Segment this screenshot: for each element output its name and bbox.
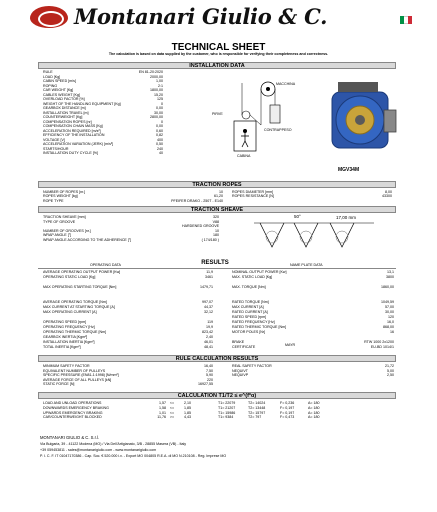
row-label: MAX. STATIC LOAD [Kg]	[232, 275, 273, 279]
cell-ratio: 11,76	[157, 415, 166, 420]
row-label: MAX OPERATING STARTING TORQUE [Nm]	[43, 285, 117, 289]
row-value: 3461	[205, 275, 213, 279]
sheave-table	[43, 215, 223, 245]
groove-profile-diagram	[250, 213, 390, 253]
row-label: RATED TORQUE [Nm]	[232, 300, 269, 304]
results-col-operating: OPERATING DATA	[90, 263, 121, 267]
row-value: 21,72	[385, 364, 394, 368]
row-value: 0,82	[156, 133, 163, 137]
row-label: CAR WEIGHT [Kg]	[43, 88, 74, 92]
row-label: VOLTAGE [V]	[43, 137, 65, 142]
row-value: 1479,71	[200, 285, 213, 289]
row-value: 16927,55	[198, 382, 213, 387]
row-label: OPERATING THERMIC TORQUE [Nm]	[43, 330, 107, 334]
row-label: ROPES WEIGHT [kg]	[43, 194, 78, 199]
pulley-label: PIRVE	[212, 112, 223, 116]
row-value: 16,0	[387, 320, 394, 324]
cell-label: UPWARDS EMERGENCY BRAKING	[43, 410, 103, 415]
company-name: Montanari Giulio & C.	[74, 4, 328, 29]
cell-cmp: >=	[169, 415, 175, 420]
cell-lim: 1,85	[184, 410, 191, 415]
row-value: 44,37	[204, 305, 213, 309]
row-value: PFEIFER DRAKO - 250T - E140	[171, 198, 223, 203]
cell-t2: T2= 797	[248, 415, 262, 420]
cell-label: DOWNWARDS EMERGENCY BRAKING	[43, 405, 109, 410]
traction-sheave-heading: TRACTION SHEAVE	[38, 206, 396, 213]
installation-heading: INSTALLATION DATA	[38, 62, 396, 69]
row-label: WEIGHT OF THE HANDLING EQUIPMENT [Kg]	[43, 101, 121, 106]
row-value: 30,00	[154, 110, 163, 115]
row-value: 13,1	[387, 270, 394, 274]
cell-t1: T1= 22079	[218, 401, 236, 405]
cell-ratio: 1,57	[159, 401, 166, 405]
cell-cmp: <=	[169, 401, 175, 405]
footer-company: MONTANARI GIULIO & C. S.r.l.	[40, 435, 100, 440]
row-label: AVERAGE OPERATING OUTPUT POWER [Kw]	[43, 270, 121, 274]
row-value: 1,00	[156, 79, 163, 83]
row-label: NEQUIVP	[232, 373, 249, 378]
row-value: 400	[157, 137, 163, 142]
row-label: TYPE OF GROOVE	[43, 219, 76, 224]
row-value: 119	[207, 320, 213, 324]
row-label: RATED FREQUENCY [Hz]	[232, 320, 275, 324]
cell-cmp: <=	[169, 405, 175, 410]
car-pulley-icon	[242, 111, 250, 119]
row-label: EFFICIENCY OF THE INSTALLATION	[43, 133, 105, 137]
row-label: MAX. TORQUE [Nm]	[232, 285, 266, 289]
row-label: NUMBER OF GROOVES [nr.]	[43, 228, 91, 233]
row-value: 46,01	[204, 340, 213, 344]
row-label: MINIMUM SAFETY FACTOR	[43, 364, 90, 368]
row-value: 0	[161, 119, 163, 124]
cabin-label: CABINA	[237, 154, 251, 158]
row-value: ( 174/180 )	[201, 238, 219, 242]
row-value: 0,50	[156, 142, 163, 146]
company-logo	[30, 4, 410, 32]
results-heading: RESULTS	[201, 260, 229, 266]
rule-left-table	[43, 364, 213, 388]
row-value: 61,20	[214, 194, 223, 199]
groove-angle-label: 50°	[294, 214, 301, 219]
row-value: 2:1	[158, 83, 163, 88]
row-label: BRAKE	[232, 340, 245, 344]
cell-cmp: <=	[169, 410, 175, 415]
roping-diagram	[190, 75, 310, 175]
ropes-right-table	[232, 190, 392, 200]
rule-calc-heading: RULE CALCULATION RESULTS	[38, 355, 396, 362]
machine-label: MACCHINA	[276, 82, 296, 86]
cell-t1: T1= 21207	[218, 405, 236, 410]
row-label: OVERLOAD FACTOR [%]	[43, 97, 85, 101]
row-label: WRAP ANGLE [°]	[43, 233, 72, 238]
row-label: TRACTION SHEAVE [mm]	[43, 215, 86, 219]
footer-legal: P. I. C. F. IT 01047170386 - Cap. Soc. € 520.000 i.v. - Export MO 004805 R.E.A. di MO N.210108 - Reg. Imprese MO	[40, 454, 227, 458]
row-label: OPERATING SPEED [rpm]	[43, 320, 87, 324]
row-label: AVERAGE OPERATING TORQUE [Nm]	[43, 300, 107, 304]
row-label: CABIN SPEED [m/s]	[43, 79, 76, 83]
cell-f: F= 0,197	[280, 410, 295, 415]
row-value: 180	[213, 233, 219, 238]
row-label: INSTALLATION TRAVEL [m]	[43, 110, 89, 115]
row-value: HARDENED GROOVE	[182, 224, 219, 229]
row-label: MOTOR POLES [Nr]	[232, 330, 266, 334]
cell-a: A= 180	[308, 401, 320, 405]
row-value: 5,00	[387, 368, 394, 373]
row-label: NUMBER OF ROPES [nr.]	[43, 190, 86, 194]
row-label: ROPE TYPE	[43, 198, 64, 203]
row-value: 16	[390, 330, 394, 334]
row-value: 240	[157, 146, 163, 151]
row-value: 32,12	[204, 310, 213, 314]
counterweight-icon	[270, 105, 280, 123]
row-label: MAX OPERATING CURRENT [A]	[43, 310, 97, 314]
cell-f: F= 0,236	[280, 401, 295, 405]
row-label: NEQUIVT	[232, 368, 248, 373]
row-label: CERTIFICATE	[232, 345, 256, 349]
row-value: 43300	[382, 194, 392, 199]
row-label: COMPENSATION CHAIN MASS [Kg]	[43, 124, 103, 128]
row-label: OPERATING FREQUENCY [Hz]	[43, 325, 95, 329]
row-label: LOAD [Kg]	[43, 74, 61, 79]
row-value: 40	[159, 151, 163, 155]
row-label: AVERAGE FORCE OF ALL PULLEYS [kN]	[43, 377, 112, 382]
row-label: ACCELERATION REQUIRED [m/s²]	[43, 128, 101, 133]
cell-label: CAR/COUNTERWEIGHT BLOCKED	[43, 415, 102, 420]
results-left-table	[43, 270, 213, 352]
logo-emblem-icon	[30, 6, 68, 28]
row-value: 125	[157, 97, 163, 101]
row-value: 48,41	[204, 345, 213, 349]
cell-lim: 4,43	[184, 415, 191, 420]
results-right-table	[232, 270, 394, 352]
row-value: 0,00	[156, 106, 163, 110]
row-value: 57,00	[385, 305, 394, 309]
footer	[40, 435, 398, 475]
italian-flag-icon	[400, 16, 412, 24]
footer-contacts: +39 059453811 - sales@montanarigiulio.com - www.montanarigiulio.com	[40, 448, 157, 452]
row-value: 11,9	[206, 270, 213, 274]
row-value: 2800,00	[150, 115, 163, 119]
row-label: MAX CURRENT AT STARTING TORQUE [A]	[43, 305, 115, 309]
row-label: STARTS/HOUR	[43, 146, 69, 151]
row-label: INSTALLATION INERTIA [Kgm²]	[43, 340, 95, 344]
row-label: OPERATING STATIC LOAD [Kg]	[43, 275, 96, 279]
row-label: ROPES RESISTANCE [N]	[232, 194, 274, 199]
row-value: 8,00	[385, 190, 392, 194]
cell-t2: T2= 14024	[248, 401, 266, 405]
row-value: 2,50	[387, 373, 394, 378]
row-value: 997,07	[202, 300, 213, 304]
cell-t1: T1= 15986	[218, 410, 236, 415]
cell-t2: T2= 15797	[248, 410, 266, 415]
row-value: 0,00	[156, 124, 163, 128]
row-label: COMPENSATION ROPES [nr]	[43, 119, 92, 124]
row-value: 823,42	[202, 330, 213, 334]
row-value: 3800	[386, 275, 394, 279]
row-label: RULE	[43, 70, 53, 74]
results-divider	[38, 268, 396, 269]
counterweight-label: CONTRAPPESO	[264, 128, 292, 132]
row-value: 0,60	[156, 128, 163, 133]
row-label: EQUIVALENT NUMBER OF PULLEYS	[43, 368, 106, 373]
row-label: INSTALLATION DUTY CYCLE [%]	[43, 151, 98, 155]
row-value: 19,9	[206, 325, 213, 329]
row-label: WRAP ANGLE ACCORDING TO THE ADHERENCE [°]	[43, 238, 132, 242]
footer-address: Via Bulgaria, 39 - 41122 Modena (MO) / Via Dell'Artigianato, 3/B - 28855 Masera (VB) - Italy	[40, 442, 187, 446]
cell-t2: T2= 13448	[248, 405, 266, 410]
row-value: 15,20	[154, 92, 163, 97]
row-value: 1049,59	[381, 300, 394, 304]
row-label: REAL SAFETY FACTOR	[232, 364, 272, 368]
page-subtitle: The calculation is based on data supplied by the customer, who is responsible for verifying their completeness and correctness.	[108, 52, 329, 56]
results-col-nameplate: NAME PLATE DATA	[290, 263, 323, 267]
row-value: 5,90	[206, 373, 213, 378]
cell-label: LOAD AND UNLOAD OPERATIONS	[43, 401, 102, 405]
row-value: 1800,00	[150, 88, 163, 92]
brake-maker: MAYR	[285, 342, 296, 347]
row-value: 10	[215, 228, 219, 233]
cell-lim: 2,10	[184, 401, 191, 405]
cell-f: F= 0,197	[280, 405, 295, 410]
row-value: 30,00	[385, 310, 394, 314]
row-value: 320	[213, 215, 219, 219]
row-label: GEARBOX INERTIA [Kgm²]	[43, 335, 88, 339]
row-value: 220	[207, 377, 213, 382]
row-value: 2000,00	[150, 74, 163, 79]
row-label: RATED SPEED [rpm]	[232, 315, 267, 319]
row-label: STATIC FORCE [N]	[43, 382, 75, 387]
cell-t1: T1= 9384	[218, 415, 234, 420]
cell-lim: 1,85	[184, 405, 191, 410]
cell-ratio: 1,58	[159, 405, 166, 410]
row-value: 868,00	[383, 325, 394, 329]
t1t2-table	[43, 401, 383, 421]
ropes-left-table	[43, 190, 223, 204]
row-label: GEARBOX DISTANCE [m]	[43, 106, 86, 110]
rule-right-table	[232, 364, 394, 378]
row-label: COUNTERWEIGHT [Kg]	[43, 115, 83, 119]
cell-ratio: 1,01	[159, 410, 166, 415]
row-value: 16,40	[204, 364, 213, 368]
row-value: 7,50	[206, 368, 213, 373]
motor-model: MGV34M	[338, 167, 360, 173]
row-label: CABLES WEIGHT [Kg]	[43, 92, 80, 97]
row-label: SPECIFIC PRESSURE (EN81-1:1998) [N/mm²]	[43, 373, 119, 378]
row-value: 0	[161, 101, 163, 106]
cell-a: A= 180	[308, 410, 320, 415]
page-title: TECHNICAL SHEET	[171, 42, 266, 53]
row-value: 120	[388, 315, 394, 319]
row-label: NOMINAL OUTPUT POWER [Kw]	[232, 270, 287, 274]
groove-size-label: 17,00 mm	[336, 215, 357, 220]
cell-f: F= 0,473	[280, 415, 295, 420]
cell-a: A= 180	[308, 415, 320, 420]
row-value: EN 81-20:2020	[138, 70, 163, 74]
row-value: 10	[219, 190, 223, 194]
row-label: ACCELERATION VARIATION (JERK) [m/s³]	[43, 142, 114, 146]
row-value: RTW 1000 2x1200	[364, 340, 394, 344]
t1t2-heading: CALCULATION T1/T2 ≤ e^(f*α)	[38, 392, 396, 399]
row-label: ROPING	[43, 83, 58, 88]
row-label: RATED THERMIC TORQUE [Nm]	[232, 325, 287, 329]
traction-ropes-heading: TRACTION ROPES	[38, 181, 396, 188]
row-value: 2,40	[206, 335, 213, 339]
cell-a: A= 180	[308, 405, 320, 410]
gearless-motor-image	[322, 78, 404, 162]
row-label: MAX CURRENT [A]	[232, 305, 264, 309]
row-value: V88	[212, 219, 219, 224]
row-label: ROPES DIAMETER [mm]	[232, 190, 274, 194]
row-value: EU-BD 1014/1	[370, 345, 394, 349]
row-value: 1860,00	[381, 285, 394, 289]
row-label: TOTAL INERTIA [Kgm²]	[43, 345, 81, 349]
row-label: RATED CURRENT [A]	[232, 310, 268, 314]
